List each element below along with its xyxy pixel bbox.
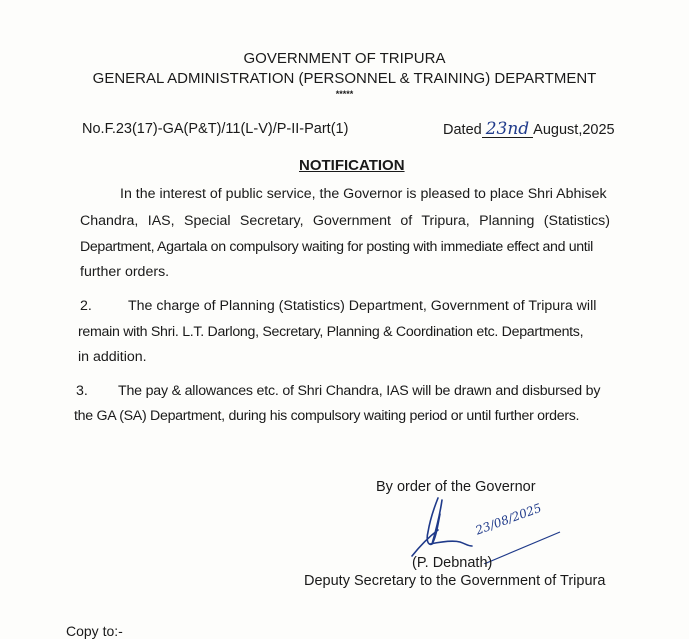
- header-department: GENERAL ADMINISTRATION (PERSONNEL & TRAINING) DEPARTMENT: [92, 70, 597, 87]
- dated-label: Dated: [443, 122, 482, 138]
- dated-line: [443, 121, 615, 138]
- by-order-text: By order of the Governor: [376, 479, 536, 495]
- paragraph-2-line: remain with Shri. L.T. Darlong, Secretary, Planning & Coordination etc. Departments,: [78, 324, 584, 340]
- paragraph-1-line: In the interest of public service, the Governor is pleased to place Shri Abhisek: [120, 186, 607, 202]
- paragraph-2-number: 2.: [80, 298, 92, 314]
- header-government: GOVERNMENT OF TRIPURA: [243, 50, 446, 67]
- paragraph-2-line: The charge of Planning (Statistics) Department, Government of Tripura will: [128, 298, 597, 314]
- paragraph-2-line: in addition.: [78, 349, 147, 365]
- copy-to-label: Copy to:-: [66, 623, 123, 639]
- paragraph-1-line: Department, Agartala on compulsory waiting for posting with immediate effect and until: [80, 239, 593, 255]
- signatory-designation: Deputy Secretary to the Government of Tripura: [304, 573, 606, 589]
- dated-handwritten-day: 23nd: [482, 121, 533, 138]
- paragraph-1-line: further orders.: [80, 264, 170, 280]
- paragraph-3-line: The pay & allowances etc. of Shri Chandra, IAS will be drawn and disbursed by: [118, 383, 601, 399]
- paragraph-3-line: the GA (SA) Department, during his compulsory waiting period or until further orders.: [74, 408, 580, 424]
- header-separator: *****: [335, 89, 354, 99]
- signature-date: 23/08/2025: [473, 500, 544, 538]
- reference-number: No.F.23(17)-GA(P&T)/11(L-V)/P-II-Part(1): [82, 121, 349, 137]
- paragraph-1-line: Chandra, IAS, Special Secretary, Government of Tripura, Planning (Statistics): [80, 213, 610, 229]
- notification-title: NOTIFICATION: [299, 157, 405, 174]
- paragraph-3-number: 3.: [76, 383, 88, 399]
- signatory-name: (P. Debnath): [412, 555, 493, 571]
- dated-month-year: August,2025: [533, 122, 615, 138]
